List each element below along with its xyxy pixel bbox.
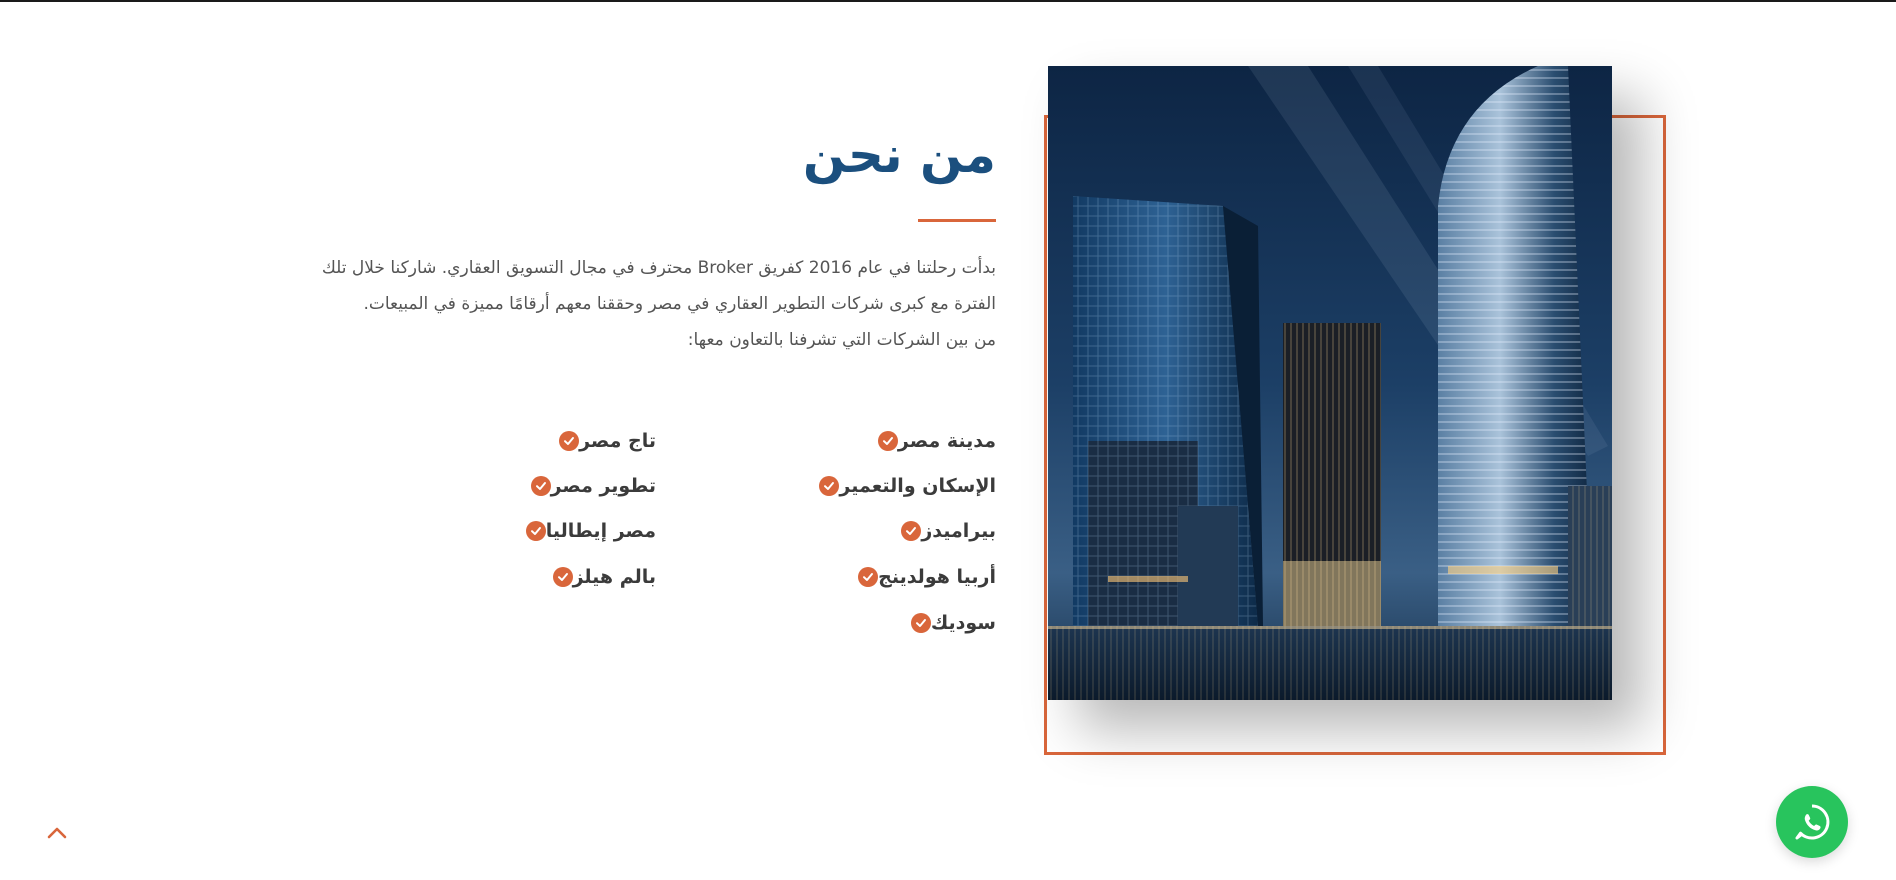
whatsapp-chat-button[interactable] — [1776, 786, 1848, 858]
whatsapp-icon — [1792, 802, 1832, 842]
partner-item — [517, 473, 656, 499]
partner-name: الإسكان والتعمير — [839, 475, 996, 497]
check-circle-icon — [911, 613, 931, 633]
skyscrapers-photo — [1048, 66, 1612, 700]
partner-item — [512, 518, 656, 544]
check-circle-icon — [858, 567, 878, 587]
top-border — [0, 0, 1896, 2]
about-description — [316, 250, 996, 358]
partner-name: بالم هيلز — [572, 566, 656, 588]
partner-name: مصر إيطاليا — [545, 520, 656, 542]
partner-name: تطوير مصر — [550, 475, 656, 497]
partner-name: أربيا هولدينج — [878, 566, 996, 588]
partners-intro: من بين الشركات التي تشرفنا بالتعاون معها: — [687, 330, 996, 350]
check-circle-icon — [553, 567, 573, 587]
check-circle-icon — [878, 431, 898, 451]
check-circle-icon — [559, 431, 579, 451]
title-underline — [918, 219, 996, 222]
partner-item — [887, 518, 996, 544]
partner-item — [864, 428, 996, 454]
chevron-up-icon — [44, 822, 70, 844]
about-paragraph: بدأت رحلتنا في عام 2016 كفريق Broker محترف في مجال التسويق العقاري. شاركنا خلال تلك الفترة مع كبرى شركات التطوير العقاري في مصر وحققنا معهم أرقامًا مميزة في المبيعات. — [321, 258, 996, 314]
check-circle-icon — [526, 521, 546, 541]
check-circle-icon — [531, 476, 551, 496]
partner-name: سوديك — [930, 612, 996, 634]
partner-item — [539, 564, 656, 590]
partner-name: بيراميدز — [921, 520, 996, 542]
partner-item — [897, 610, 996, 636]
scroll-to-top-button[interactable] — [44, 822, 70, 844]
partner-item — [805, 473, 996, 499]
partner-name: تاج مصر — [579, 430, 656, 452]
check-circle-icon — [819, 476, 839, 496]
section-title: من نحن — [802, 126, 996, 184]
check-circle-icon — [901, 521, 921, 541]
partner-item — [844, 564, 996, 590]
partner-name: مدينة مصر — [897, 430, 996, 452]
partner-item — [545, 428, 656, 454]
